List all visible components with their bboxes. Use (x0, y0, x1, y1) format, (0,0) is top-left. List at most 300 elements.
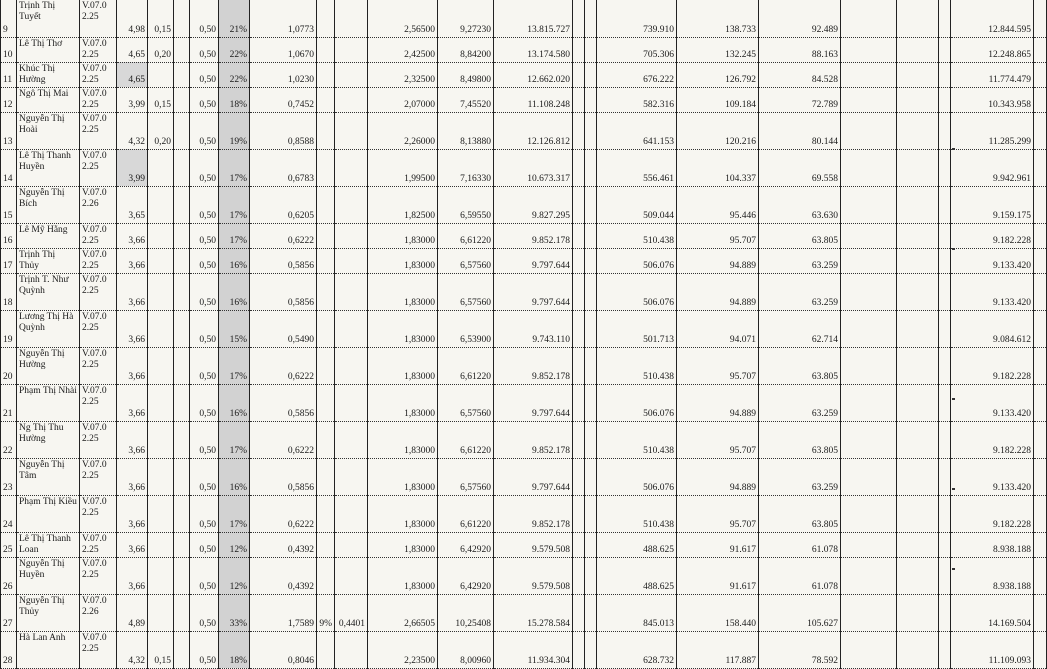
cell-i: 1,83000 (368, 310, 438, 347)
cell-j: 7,45520 (438, 87, 494, 112)
cell-code: V.07.0 2.25 (80, 532, 117, 557)
empty-cell (841, 421, 897, 458)
empty-cell (939, 384, 951, 421)
cell-o: 11.285.299 (951, 112, 1034, 149)
cell-a: 3,66 (117, 421, 148, 458)
cell-o: 9.182.228 (951, 347, 1034, 384)
cell-j: 6,61220 (438, 421, 494, 458)
cell-l: 510.438 (597, 421, 677, 458)
cell-k: 9.827.295 (494, 186, 573, 223)
cell-n: 63.805 (759, 347, 841, 384)
cell-k: 9.797.644 (494, 273, 573, 310)
empty-cell (841, 273, 897, 310)
cell-code: V.07.0 2.25 (80, 495, 117, 532)
cell-no: 24 (1, 495, 17, 532)
cell-h (335, 186, 368, 223)
cell-name: Khúc Thị Hường (17, 62, 80, 87)
table-row (1, 347, 1047, 384)
cell-o: 9.133.420 (951, 458, 1034, 495)
empty-cell (174, 248, 190, 273)
cell-b: 0,20 (148, 37, 174, 62)
cell-j: 8,00960 (438, 631, 494, 668)
empty-cell (939, 186, 951, 223)
cell-f: 1,0670 (250, 37, 317, 62)
cell-l: 506.076 (597, 248, 677, 273)
empty-cell (897, 310, 939, 347)
table-row (1, 112, 1047, 149)
cell-i: 1,83000 (368, 248, 438, 273)
cell-code: V.07.0 2.25 (80, 458, 117, 495)
table-row (1, 0, 1047, 37)
cell-g (317, 557, 335, 594)
empty-cell (841, 87, 897, 112)
cell-b (148, 149, 174, 186)
cell-e: 22% (219, 37, 250, 62)
cell-j: 8,49800 (438, 62, 494, 87)
cell-no: 13 (1, 112, 17, 149)
cell-no: 17 (1, 248, 17, 273)
empty-cell (939, 87, 951, 112)
cell-n: 80.144 (759, 112, 841, 149)
cell-d: 0,50 (190, 458, 219, 495)
empty-cell (897, 384, 939, 421)
empty-cell (174, 532, 190, 557)
cell-a: 3,66 (117, 273, 148, 310)
cell-a: 4,65 (117, 37, 148, 62)
empty-cell (939, 273, 951, 310)
cell-g (317, 186, 335, 223)
cell-j: 9,27230 (438, 0, 494, 37)
cell-o: 9.133.420 (951, 273, 1034, 310)
cell-m: 158.440 (677, 594, 759, 631)
cell-i: 2,32500 (368, 62, 438, 87)
empty-cell (573, 112, 585, 149)
empty-cell (841, 631, 897, 668)
cell-o: 9.182.228 (951, 421, 1034, 458)
empty-cell (573, 0, 585, 37)
empty-cell (897, 248, 939, 273)
cell-a: 3,66 (117, 248, 148, 273)
empty-cell (897, 458, 939, 495)
cell-n: 63.259 (759, 273, 841, 310)
empty-cell (897, 631, 939, 668)
cell-n: 63.259 (759, 384, 841, 421)
empty-cell (897, 37, 939, 62)
cell-j: 8,84200 (438, 37, 494, 62)
empty-cell (841, 532, 897, 557)
cell-name: Nguyễn Thị Huyền (17, 557, 80, 594)
empty-cell (1034, 186, 1047, 223)
cell-o: 9.133.420 (951, 248, 1034, 273)
cell-code: V.07.0 2.25 (80, 631, 117, 668)
cell-g (317, 37, 335, 62)
cell-n: 61.078 (759, 532, 841, 557)
cell-h (335, 557, 368, 594)
cell-g: 9% (317, 594, 335, 631)
cell-g (317, 62, 335, 87)
cell-b (148, 495, 174, 532)
cell-o: 8.938.188 (951, 532, 1034, 557)
cell-e: 17% (219, 347, 250, 384)
cell-f: 0,6205 (250, 186, 317, 223)
cell-g (317, 347, 335, 384)
empty-cell (841, 495, 897, 532)
cell-name: Lương Thị Hà Quỳnh (17, 310, 80, 347)
cell-name: Nguyễn Thị Hoài (17, 112, 80, 149)
cell-n: 63.259 (759, 248, 841, 273)
empty-cell (841, 384, 897, 421)
cell-j: 6,57560 (438, 273, 494, 310)
cell-e: 16% (219, 273, 250, 310)
cell-f: 0,8046 (250, 631, 317, 668)
empty-cell (841, 186, 897, 223)
cell-l: 556.461 (597, 149, 677, 186)
cell-i: 1,83000 (368, 273, 438, 310)
empty-cell (939, 631, 951, 668)
cell-n: 63.805 (759, 223, 841, 248)
cell-g (317, 87, 335, 112)
cell-a: 3,66 (117, 384, 148, 421)
cell-name: Trịnh T. Như Quỳnh (17, 273, 80, 310)
cell-name: Lê Mỹ Hằng (17, 223, 80, 248)
empty-cell (573, 347, 585, 384)
cell-l: 509.044 (597, 186, 677, 223)
cell-a: 3,99 (117, 87, 148, 112)
empty-cell (174, 186, 190, 223)
cell-o: 11.109.093 (951, 631, 1034, 668)
cell-no: 25 (1, 532, 17, 557)
cell-o: 10.343.958 (951, 87, 1034, 112)
empty-cell (939, 310, 951, 347)
cell-k: 13.174.580 (494, 37, 573, 62)
empty-cell (1034, 458, 1047, 495)
cell-d: 0,50 (190, 0, 219, 37)
empty-cell (174, 557, 190, 594)
cell-d: 0,50 (190, 495, 219, 532)
empty-cell (585, 631, 597, 668)
cell-l: 628.732 (597, 631, 677, 668)
empty-cell (174, 631, 190, 668)
cell-g (317, 495, 335, 532)
empty-cell (841, 310, 897, 347)
cell-f: 0,6222 (250, 421, 317, 458)
cell-b (148, 458, 174, 495)
cell-j: 6,42920 (438, 557, 494, 594)
cell-o: 12.248.865 (951, 37, 1034, 62)
empty-cell (585, 62, 597, 87)
empty-cell (841, 0, 897, 37)
cell-i: 1,83000 (368, 495, 438, 532)
cell-b (148, 594, 174, 631)
cell-b (148, 273, 174, 310)
cell-m: 120.216 (677, 112, 759, 149)
empty-cell (174, 273, 190, 310)
cell-no: 18 (1, 273, 17, 310)
cell-l: 845.013 (597, 594, 677, 631)
cell-m: 95.707 (677, 495, 759, 532)
cell-no: 19 (1, 310, 17, 347)
cell-f: 0,5856 (250, 384, 317, 421)
cell-name: Lê Thị Thơ (17, 37, 80, 62)
cell-b (148, 557, 174, 594)
cell-i: 2,56500 (368, 0, 438, 37)
cell-i: 1,83000 (368, 557, 438, 594)
empty-cell (174, 223, 190, 248)
cell-i: 2,42500 (368, 37, 438, 62)
empty-cell (573, 62, 585, 87)
empty-cell (1034, 62, 1047, 87)
cell-j: 6,57560 (438, 384, 494, 421)
cell-b (148, 62, 174, 87)
cell-l: 705.306 (597, 37, 677, 62)
cell-a: 3,66 (117, 557, 148, 594)
empty-cell (939, 62, 951, 87)
cell-h (335, 532, 368, 557)
cell-g (317, 384, 335, 421)
cell-k: 11.934.304 (494, 631, 573, 668)
cell-code: V.07.0 2.25 (80, 37, 117, 62)
empty-cell (573, 458, 585, 495)
cell-e: 17% (219, 223, 250, 248)
empty-cell (174, 112, 190, 149)
table-row (1, 186, 1047, 223)
cell-g (317, 273, 335, 310)
cell-e: 19% (219, 112, 250, 149)
cell-no: 27 (1, 594, 17, 631)
empty-cell (939, 495, 951, 532)
cell-d: 0,50 (190, 37, 219, 62)
cell-e: 21% (219, 0, 250, 37)
empty-cell (841, 594, 897, 631)
cell-j: 6,61220 (438, 495, 494, 532)
cell-code: V.07.0 2.26 (80, 186, 117, 223)
cell-name: Nguyễn Thị Hường (17, 347, 80, 384)
empty-cell (939, 458, 951, 495)
empty-cell (1034, 421, 1047, 458)
cell-a: 3,66 (117, 223, 148, 248)
cell-g (317, 458, 335, 495)
cell-e: 15% (219, 310, 250, 347)
cell-b (148, 186, 174, 223)
cell-d: 0,50 (190, 186, 219, 223)
cell-code: V.07.0 2.25 (80, 62, 117, 87)
empty-cell (1034, 557, 1047, 594)
cell-f: 0,4392 (250, 532, 317, 557)
empty-cell (585, 223, 597, 248)
cell-m: 94.889 (677, 248, 759, 273)
empty-cell (174, 310, 190, 347)
cell-d: 0,50 (190, 248, 219, 273)
cell-k: 10.673.317 (494, 149, 573, 186)
cell-l: 501.713 (597, 310, 677, 347)
cell-o: 14.169.504 (951, 594, 1034, 631)
empty-cell (585, 347, 597, 384)
cell-g (317, 248, 335, 273)
cell-no: 16 (1, 223, 17, 248)
cell-code: V.07.0 2.25 (80, 557, 117, 594)
cell-j: 6,57560 (438, 458, 494, 495)
cell-code: V.07.0 2.25 (80, 310, 117, 347)
empty-cell (1034, 347, 1047, 384)
cell-o: 11.774.479 (951, 62, 1034, 87)
empty-cell (585, 495, 597, 532)
cell-i: 1,83000 (368, 223, 438, 248)
cell-d: 0,50 (190, 87, 219, 112)
cell-no: 14 (1, 149, 17, 186)
cell-name: Ngô Thị Mai (17, 87, 80, 112)
empty-cell (585, 112, 597, 149)
cell-b (148, 384, 174, 421)
empty-cell (174, 62, 190, 87)
cell-b (148, 532, 174, 557)
cell-o: 9.182.228 (951, 495, 1034, 532)
cell-name: Phạm Thị Nhài (17, 384, 80, 421)
empty-cell (174, 495, 190, 532)
cell-e: 17% (219, 495, 250, 532)
cell-k: 9.797.644 (494, 384, 573, 421)
cell-g (317, 0, 335, 37)
cell-n: 63.805 (759, 495, 841, 532)
cell-i: 1,82500 (368, 186, 438, 223)
empty-cell (174, 149, 190, 186)
cell-name: Ng Thị Thu Hường (17, 421, 80, 458)
cell-l: 510.438 (597, 223, 677, 248)
cell-f: 0,6222 (250, 347, 317, 384)
empty-cell (939, 532, 951, 557)
cell-i: 2,23500 (368, 631, 438, 668)
edge-mark (952, 568, 955, 570)
cell-a: 4,89 (117, 594, 148, 631)
cell-o: 9.084.612 (951, 310, 1034, 347)
table-row (1, 384, 1047, 421)
cell-e: 12% (219, 532, 250, 557)
cell-e: 17% (219, 186, 250, 223)
cell-j: 6,61220 (438, 223, 494, 248)
cell-k: 9.852.178 (494, 347, 573, 384)
empty-cell (841, 248, 897, 273)
empty-cell (897, 532, 939, 557)
cell-e: 16% (219, 384, 250, 421)
table-row (1, 273, 1047, 310)
cell-code: V.07.0 2.25 (80, 273, 117, 310)
empty-cell (897, 421, 939, 458)
cell-b (148, 347, 174, 384)
empty-cell (585, 0, 597, 37)
empty-cell (1034, 631, 1047, 668)
cell-j: 6,59550 (438, 186, 494, 223)
cell-i: 1,83000 (368, 347, 438, 384)
cell-o: 9.133.420 (951, 384, 1034, 421)
cell-o: 8.938.188 (951, 557, 1034, 594)
cell-j: 8,13880 (438, 112, 494, 149)
cell-code: V.07.0 2.25 (80, 112, 117, 149)
cell-g (317, 631, 335, 668)
empty-cell (897, 62, 939, 87)
empty-cell (897, 0, 939, 37)
cell-l: 641.153 (597, 112, 677, 149)
cell-b (148, 223, 174, 248)
empty-cell (573, 631, 585, 668)
cell-b: 0,15 (148, 87, 174, 112)
cell-f: 0,5856 (250, 458, 317, 495)
empty-cell (573, 495, 585, 532)
empty-cell (939, 347, 951, 384)
cell-d: 0,50 (190, 223, 219, 248)
cell-f: 0,5856 (250, 248, 317, 273)
cell-e: 17% (219, 149, 250, 186)
empty-cell (573, 532, 585, 557)
table-row (1, 458, 1047, 495)
cell-h (335, 347, 368, 384)
cell-no: 11 (1, 62, 17, 87)
empty-cell (1034, 594, 1047, 631)
cell-l: 510.438 (597, 347, 677, 384)
empty-cell (897, 495, 939, 532)
cell-k: 9.579.508 (494, 532, 573, 557)
cell-k: 12.126.812 (494, 112, 573, 149)
edge-mark (952, 398, 955, 400)
cell-a: 3,66 (117, 532, 148, 557)
cell-e: 17% (219, 421, 250, 458)
empty-cell (174, 37, 190, 62)
empty-cell (573, 186, 585, 223)
empty-cell (939, 421, 951, 458)
cell-a: 3,66 (117, 310, 148, 347)
empty-cell (897, 557, 939, 594)
empty-cell (897, 149, 939, 186)
empty-cell (573, 248, 585, 273)
edge-mark (952, 248, 955, 250)
cell-k: 9.743.110 (494, 310, 573, 347)
empty-cell (897, 112, 939, 149)
cell-a: 4,65 (117, 62, 148, 87)
cell-m: 91.617 (677, 557, 759, 594)
cell-j: 7,16330 (438, 149, 494, 186)
cell-h (335, 495, 368, 532)
empty-cell (939, 149, 951, 186)
cell-b (148, 310, 174, 347)
edge-mark (952, 148, 955, 150)
cell-g (317, 223, 335, 248)
empty-cell (585, 594, 597, 631)
cell-h (335, 37, 368, 62)
empty-cell (897, 186, 939, 223)
empty-cell (841, 37, 897, 62)
cell-h (335, 87, 368, 112)
cell-m: 94.889 (677, 384, 759, 421)
cell-code: V.07.0 2.25 (80, 149, 117, 186)
cell-name: Nguyễn Thị Thủy (17, 594, 80, 631)
cell-h (335, 421, 368, 458)
cell-no: 22 (1, 421, 17, 458)
cell-no: 21 (1, 384, 17, 421)
empty-cell (174, 347, 190, 384)
cell-n: 88.163 (759, 37, 841, 62)
cell-n: 61.078 (759, 557, 841, 594)
empty-cell (573, 149, 585, 186)
cell-n: 63.805 (759, 421, 841, 458)
cell-g (317, 149, 335, 186)
empty-cell (585, 557, 597, 594)
table-row (1, 495, 1047, 532)
cell-a: 4,98 (117, 0, 148, 37)
cell-b: 0,20 (148, 112, 174, 149)
empty-cell (1034, 149, 1047, 186)
empty-cell (585, 421, 597, 458)
cell-m: 95.707 (677, 223, 759, 248)
cell-h (335, 223, 368, 248)
cell-o: 9.942.961 (951, 149, 1034, 186)
